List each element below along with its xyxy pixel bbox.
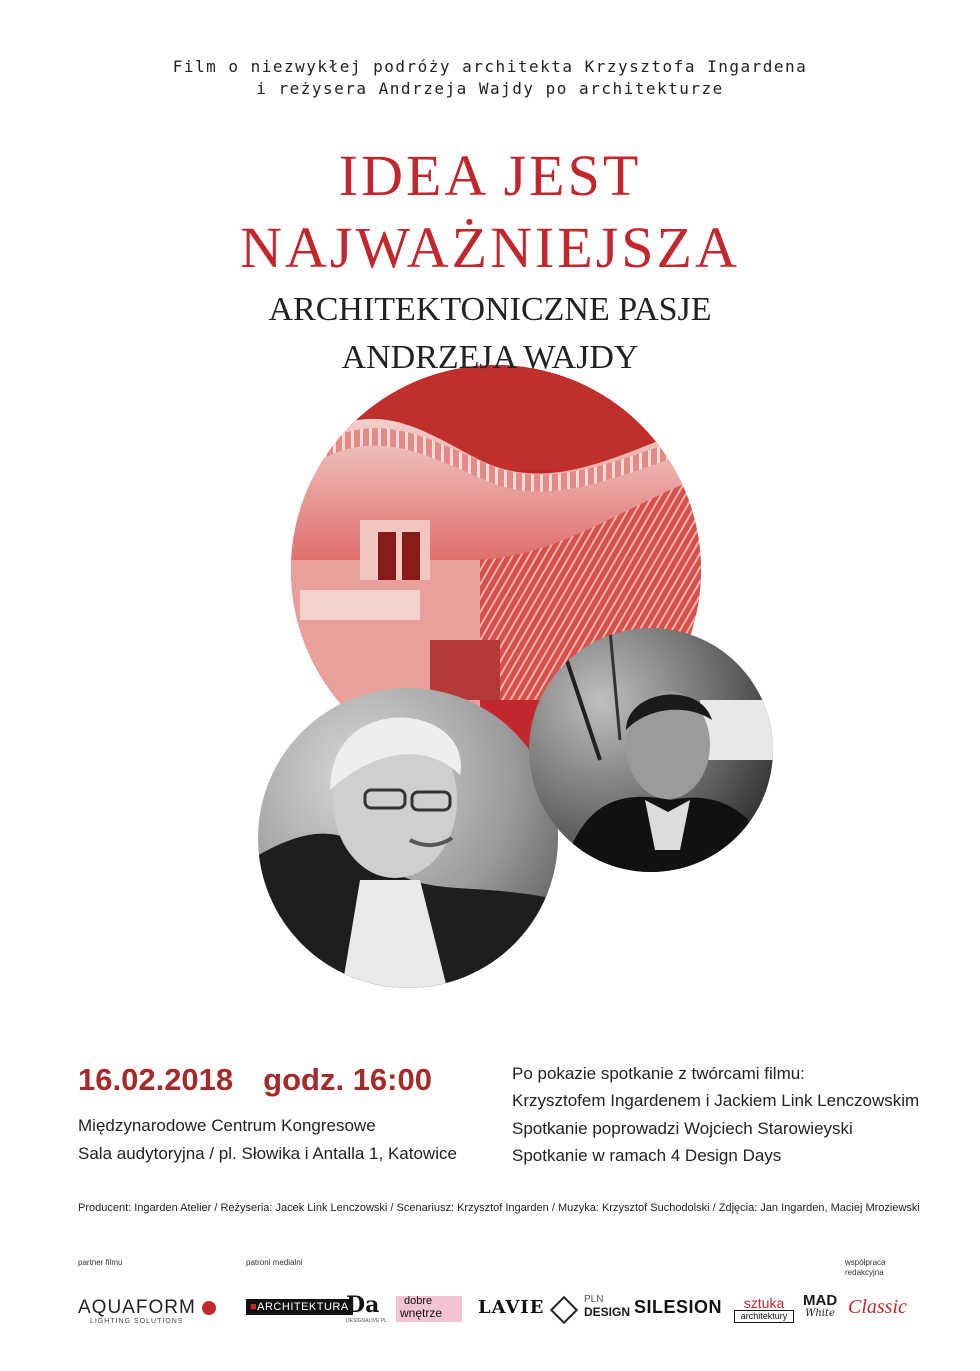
architektura-logo bbox=[246, 1299, 353, 1315]
pln-design-logo bbox=[554, 1294, 631, 1325]
pln-diamond-icon bbox=[550, 1296, 578, 1324]
coop-label-2: redakcyjna bbox=[845, 1268, 884, 1277]
after-line-3: Spotkanie poprowadzi Wojciech Starowieyski bbox=[512, 1119, 853, 1138]
pln-text: PLN bbox=[584, 1294, 604, 1305]
sztuka-text: sztuka bbox=[743, 1295, 785, 1311]
aquaform-subtitle: LIGHTING SOLUTIONS bbox=[90, 1318, 184, 1325]
aquaform-dot-icon bbox=[202, 1301, 216, 1315]
architektura-mark-icon: ■ bbox=[250, 1301, 258, 1313]
venue-line-2: Sala audytoryjna / pl. Słowika i Antalla 1, Katowice bbox=[78, 1144, 457, 1163]
event-time: godz. 16:00 bbox=[263, 1062, 432, 1097]
lavie-logo: LAVIE bbox=[478, 1297, 545, 1318]
after-line-1: Po pokazie spotkanie z twórcami filmu: bbox=[512, 1064, 805, 1083]
after-line-4: Spotkanie w ramach 4 Design Days bbox=[512, 1146, 782, 1165]
subtitle-line-2: ANDRZEJA WAJDY bbox=[341, 339, 639, 376]
coop-label-1: współpraca bbox=[845, 1258, 886, 1267]
media-label: patroni medialni bbox=[246, 1258, 303, 1267]
mad-white-logo bbox=[803, 1293, 837, 1320]
sztuka-architektury-logo bbox=[734, 1296, 794, 1323]
design-text: DESIGN bbox=[584, 1305, 631, 1319]
da-logo: Da bbox=[346, 1292, 380, 1318]
architektura-text: ARCHITEKTURA bbox=[257, 1301, 349, 1313]
silesion-logo: SILESION bbox=[634, 1297, 723, 1317]
intro-line-1: Film o niezwykłej podróży architekta Krzysztofa Ingardena bbox=[172, 57, 808, 76]
event-date: 16.02.2018 bbox=[78, 1062, 234, 1097]
title-line-1: IDEA JEST bbox=[338, 143, 642, 208]
da-subtitle: DESIGNALIVE.PL bbox=[346, 1318, 387, 1324]
mad-text: MAD bbox=[803, 1292, 838, 1309]
after-line-2: Krzysztofem Ingardenem i Jackiem Link Lenczowskim bbox=[512, 1091, 920, 1110]
title-line-2: NAJWAŻNIEJSZA bbox=[240, 215, 740, 280]
white-text: White bbox=[805, 1308, 835, 1319]
venue-line-1: Międzynarodowe Centrum Kongresowe bbox=[78, 1116, 376, 1135]
wnetrze-text: wnętrze bbox=[400, 1306, 443, 1320]
event-datetime bbox=[78, 1062, 432, 1098]
classic-logo: Classic bbox=[848, 1296, 907, 1318]
subtitle-line-1: ARCHITEKTONICZNE PASJE bbox=[268, 291, 712, 328]
credits: Producent: Ingarden Atelier / Reżyseria: Jacek Link Lenczowski / Scenariusz: Krzysztof Ingarden / Muzyka: Krzysztof Suchodolski / Zdjęcia: Jan Ingarden, Maciej Mroziewski bbox=[78, 1202, 920, 1214]
aquaform-text: AQUAFORM bbox=[78, 1297, 196, 1318]
dobre-text: dobre bbox=[404, 1295, 433, 1307]
aquaform-logo bbox=[78, 1297, 216, 1319]
architektury-text: architektury bbox=[734, 1310, 794, 1323]
intro-line-2: i reżysera Andrzeja Wajdy po architekturze bbox=[256, 79, 724, 98]
dobre-wnetrze-logo bbox=[396, 1296, 462, 1322]
partner-label: partner filmu bbox=[78, 1258, 123, 1267]
